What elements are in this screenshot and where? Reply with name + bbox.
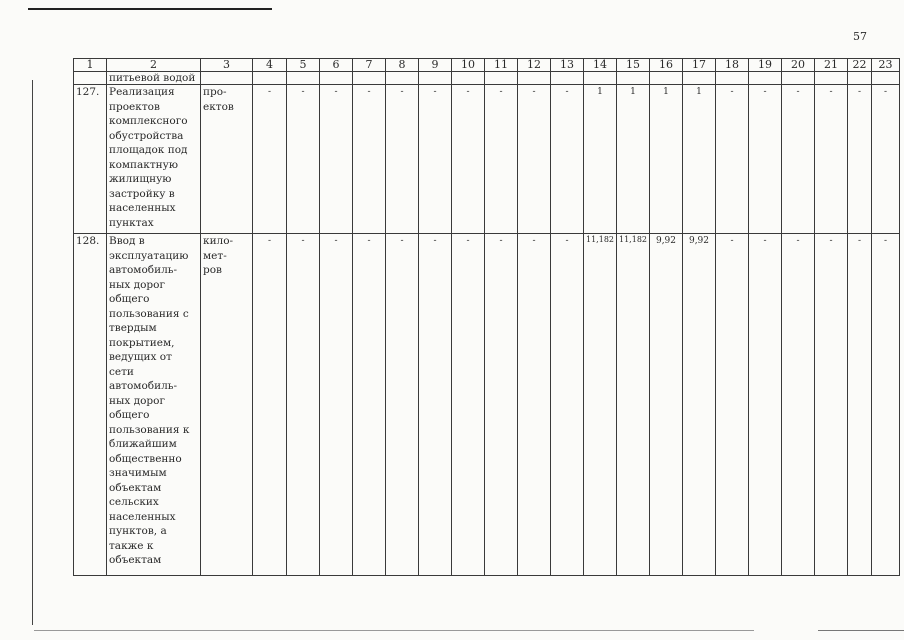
row-name-line: общего xyxy=(109,409,150,421)
row-name-line: населенных xyxy=(109,510,176,523)
value-cell: - xyxy=(782,85,815,234)
value-cell: - xyxy=(716,85,749,234)
column-number-18: 18 xyxy=(716,59,749,72)
column-number-1: 1 xyxy=(74,59,107,72)
value-cell: - xyxy=(353,85,386,234)
row-name-line: автомобиль- xyxy=(109,264,178,276)
value-cell: - xyxy=(872,234,900,576)
column-number-15: 15 xyxy=(617,59,650,72)
value-cell: - xyxy=(485,85,518,234)
row-name-line: комплексного xyxy=(109,115,188,127)
value-cell: 11,182 xyxy=(584,234,617,576)
value-cell: - xyxy=(287,85,320,234)
sub-cell xyxy=(386,72,419,85)
row-unit-line: про- xyxy=(203,86,227,98)
column-number-row xyxy=(74,59,900,72)
value-cell: 11,182 xyxy=(617,234,650,576)
row-name-line: площадок под xyxy=(109,144,188,156)
column-number-8: 8 xyxy=(386,59,419,72)
sub-cell xyxy=(320,72,353,85)
row-name-line: ближайшим xyxy=(109,438,177,450)
value-cell: - xyxy=(287,234,320,576)
row-name-line: общественно xyxy=(109,452,182,465)
bottom-rule-right xyxy=(818,630,904,631)
column-number-10: 10 xyxy=(452,59,485,72)
sub-cell xyxy=(716,72,749,85)
column-number-9: 9 xyxy=(419,59,452,72)
column-number-14: 14 xyxy=(584,59,617,72)
row-name-line: Реализация xyxy=(109,86,175,98)
row-name-line: ных дорог xyxy=(109,278,165,291)
sub-cell xyxy=(201,72,253,85)
column-number-11: 11 xyxy=(485,59,518,72)
row-name-line: покрытием, xyxy=(109,336,175,349)
value-cell: - xyxy=(848,234,872,576)
row-name-line: общего xyxy=(109,293,150,305)
sub-cell xyxy=(253,72,287,85)
top-rule xyxy=(28,8,272,10)
column-number-21: 21 xyxy=(815,59,848,72)
value-cell: - xyxy=(419,234,452,576)
row-name xyxy=(107,85,201,234)
column-number-7: 7 xyxy=(353,59,386,72)
value-cell: - xyxy=(551,234,584,576)
row-unit xyxy=(201,85,253,234)
row-unit-line: ров xyxy=(203,264,222,276)
sub-cell xyxy=(551,72,584,85)
row-name-line: пользования к xyxy=(109,423,190,436)
value-cell: - xyxy=(320,234,353,576)
value-cell: - xyxy=(815,85,848,234)
value-cell: - xyxy=(353,234,386,576)
bottom-rule xyxy=(34,630,754,631)
sub-cell xyxy=(848,72,872,85)
row-unit-line: ектов xyxy=(203,100,234,113)
sub-cell-num xyxy=(74,72,107,85)
value-cell: - xyxy=(551,85,584,234)
column-number-12: 12 xyxy=(518,59,551,72)
row-name-line: твердым xyxy=(109,322,157,334)
left-margin-rule xyxy=(32,80,33,625)
sub-cell xyxy=(872,72,900,85)
value-cell: - xyxy=(782,234,815,576)
sub-cell xyxy=(452,72,485,85)
column-number-5: 5 xyxy=(287,59,320,72)
column-number-16: 16 xyxy=(650,59,683,72)
column-number-6: 6 xyxy=(320,59,353,72)
continuation-row xyxy=(74,72,900,85)
row-name-line: пунктах xyxy=(109,216,154,229)
value-cell: - xyxy=(253,85,287,234)
row-name-line: также к xyxy=(109,539,154,552)
row-name-line: ных дорог xyxy=(109,394,165,407)
row-name-line: сети xyxy=(109,365,134,378)
value-cell: - xyxy=(419,85,452,234)
sub-cell xyxy=(683,72,716,85)
column-number-17: 17 xyxy=(683,59,716,72)
sub-cell xyxy=(287,72,320,85)
page-number: 57 xyxy=(853,30,867,43)
row-unit-line: кило- xyxy=(203,235,234,247)
value-cell: - xyxy=(518,85,551,234)
table-row xyxy=(74,85,900,234)
sub-cell xyxy=(353,72,386,85)
row-name-line: компактную xyxy=(109,158,178,171)
column-number-23: 23 xyxy=(872,59,900,72)
sub-cell xyxy=(749,72,782,85)
sub-cell xyxy=(584,72,617,85)
row-name-line: ведущих от xyxy=(109,351,172,363)
table-row xyxy=(74,234,900,576)
value-cell: - xyxy=(386,234,419,576)
sub-cell xyxy=(485,72,518,85)
row-name-line: проектов xyxy=(109,100,160,113)
column-number-4: 4 xyxy=(253,59,287,72)
value-cell: 1 xyxy=(650,85,683,234)
sub-cell xyxy=(650,72,683,85)
row-name xyxy=(107,234,201,576)
continuation-text: питьевой водой xyxy=(107,72,201,85)
value-cell: 1 xyxy=(617,85,650,234)
row-name-line: сельских xyxy=(109,496,159,508)
value-cell: - xyxy=(848,85,872,234)
row-unit xyxy=(201,234,253,576)
value-cell: 1 xyxy=(683,85,716,234)
sub-cell xyxy=(518,72,551,85)
value-cell: - xyxy=(452,85,485,234)
value-cell: 9,92 xyxy=(650,234,683,576)
row-number: 128. xyxy=(74,234,107,576)
row-name-line: населенных xyxy=(109,202,176,214)
column-number-20: 20 xyxy=(782,59,815,72)
value-cell: - xyxy=(716,234,749,576)
data-table xyxy=(73,58,900,576)
value-cell: - xyxy=(485,234,518,576)
value-cell: - xyxy=(518,234,551,576)
row-name-line: эксплуатацию xyxy=(109,249,189,262)
sub-cell xyxy=(815,72,848,85)
row-number: 127. xyxy=(74,85,107,234)
sub-cell xyxy=(419,72,452,85)
value-cell: - xyxy=(320,85,353,234)
row-name-line: обустройства xyxy=(109,129,184,142)
sub-cell xyxy=(617,72,650,85)
value-cell: - xyxy=(749,85,782,234)
row-name-line: автомобиль- xyxy=(109,380,178,392)
row-name-line: Ввод в xyxy=(109,235,145,247)
row-unit-line: мет- xyxy=(203,249,227,262)
value-cell: 1 xyxy=(584,85,617,234)
row-name-line: пользования с xyxy=(109,307,189,320)
column-number-3: 3 xyxy=(201,59,253,72)
value-cell: - xyxy=(452,234,485,576)
value-cell: - xyxy=(815,234,848,576)
row-name-line: застройку в xyxy=(109,187,175,200)
value-cell: - xyxy=(386,85,419,234)
column-number-22: 22 xyxy=(848,59,872,72)
row-name-line: жилищную xyxy=(109,173,172,185)
column-number-19: 19 xyxy=(749,59,782,72)
value-cell: 9,92 xyxy=(683,234,716,576)
row-name-line: объектам xyxy=(109,481,162,494)
sub-cell xyxy=(782,72,815,85)
row-name-line: пунктов, а xyxy=(109,525,167,537)
row-name-line: объектам xyxy=(109,554,162,566)
column-number-13: 13 xyxy=(551,59,584,72)
value-cell: - xyxy=(749,234,782,576)
column-number-2: 2 xyxy=(107,59,201,72)
value-cell: - xyxy=(872,85,900,234)
value-cell: - xyxy=(253,234,287,576)
row-name-line: значимым xyxy=(109,467,167,479)
